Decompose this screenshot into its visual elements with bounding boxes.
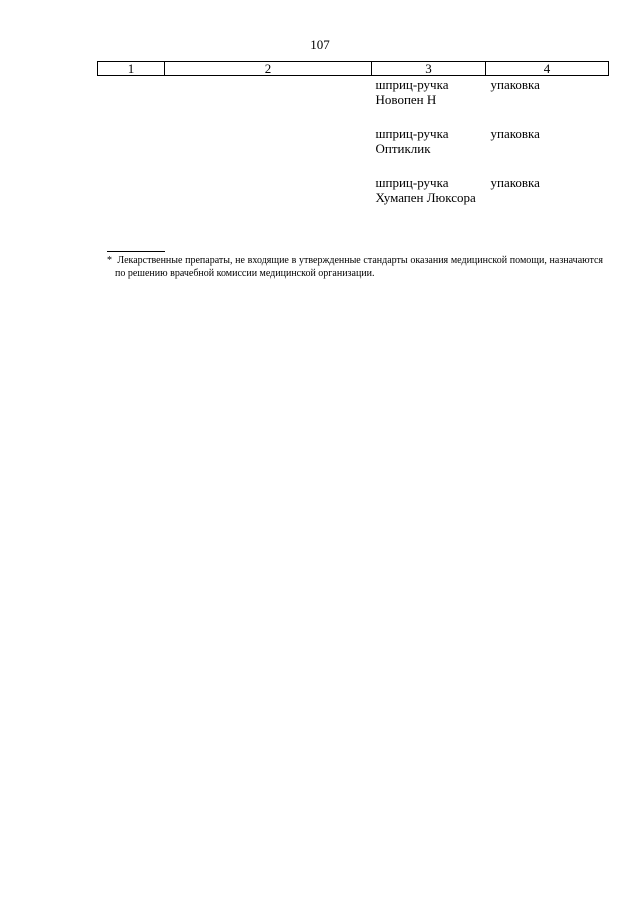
footnote-marker: * xyxy=(107,255,112,266)
unit-cell: упаковка xyxy=(490,126,540,141)
unit-cell: упаковка xyxy=(490,77,540,92)
column-header-2: 2 xyxy=(165,62,372,76)
column-header-4: 4 xyxy=(486,62,609,76)
table-header-row xyxy=(98,62,609,76)
table-cell-col1 xyxy=(98,126,165,175)
table-cell-col2 xyxy=(165,76,372,127)
footnote-separator xyxy=(107,251,165,252)
column-header-1: 1 xyxy=(98,62,165,76)
device-name-cell: шприц-ручка Оптиклик xyxy=(375,126,449,156)
drug-device-table xyxy=(97,61,609,205)
footnote-text: Лекарственные препараты, не входящие в утвержденные стандарты оказания медицинской помощи, назначаются по решению врачебной комиссии медицинской организации. xyxy=(115,255,603,279)
page-number: 107 xyxy=(310,37,330,52)
column-header-3: 3 xyxy=(372,62,486,76)
table-row xyxy=(98,76,609,127)
table-cell-col1 xyxy=(98,175,165,205)
table-cell-col2 xyxy=(165,126,372,175)
table-cell-col1 xyxy=(98,76,165,127)
device-name-cell: шприц-ручка Хумапен Люксора xyxy=(375,175,476,205)
table-row xyxy=(98,126,609,175)
table-cell-col2 xyxy=(165,175,372,205)
unit-cell: упаковка xyxy=(490,175,540,190)
device-name-cell: шприц-ручка Новопен Н xyxy=(375,77,449,107)
footnote xyxy=(107,254,603,280)
table-row xyxy=(98,175,609,205)
